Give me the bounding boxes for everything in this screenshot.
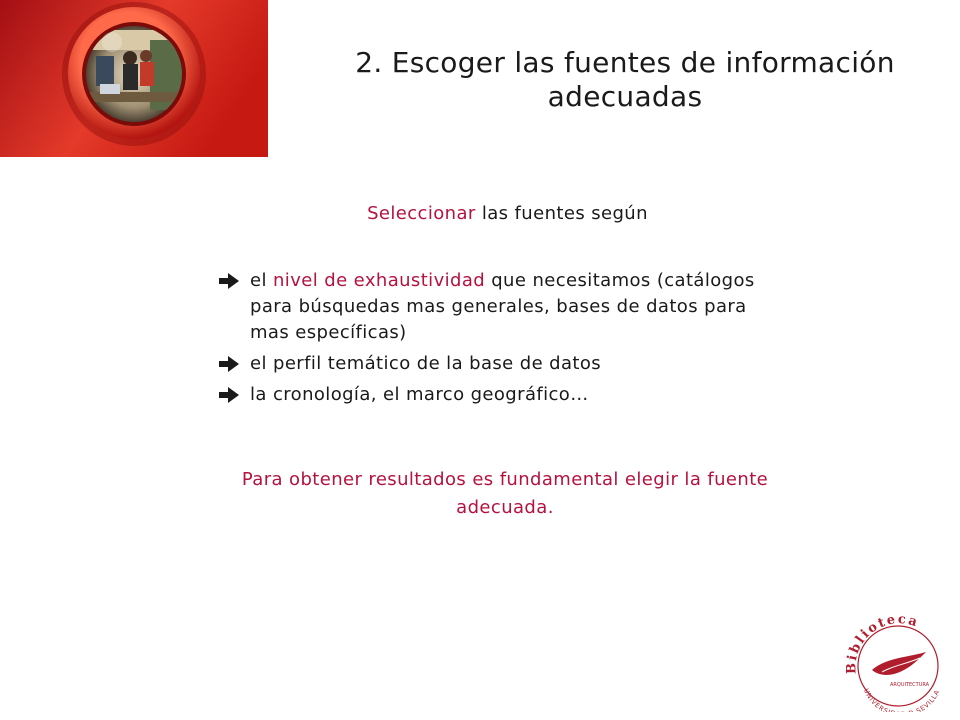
library-photo-porthole [0,0,268,157]
bullet-prefix: el [250,270,273,291]
right-arrow-icon [218,354,240,374]
list-item [218,268,778,346]
slide-content [0,200,960,518]
intro-line [0,200,960,228]
biblioteca-logo [842,612,950,712]
slide-title: 2. Escoger las fuentes de información adecuadas [355,46,895,113]
bullet-highlight: nivel de exhaustividad [273,270,486,291]
list-item [218,382,778,408]
intro-highlight: Seleccionar [367,203,476,224]
logo-subtitle: ARQUITECTURA [890,682,930,688]
bullet-text: que necesitamos (catálogos para búsquedas mas generales, bases de datos para mas específicas) [250,270,755,343]
bullet-list [218,268,778,413]
bullet-text: el perfil temático de la base de datos [250,353,602,374]
intro-rest: las fuentes según [475,203,648,224]
list-item [218,351,778,377]
logo-arc-text: UNIVERS SEVILLA [862,687,942,712]
right-arrow-icon [218,385,240,405]
right-arrow-icon [218,271,240,291]
conclusion-text: Para obtener resultados es fundamental elegir la fuente adecuada. [241,469,769,518]
bullet-text: la cronología, el marco geográfico… [250,384,589,405]
logo-name: Biblioteca [844,612,921,675]
